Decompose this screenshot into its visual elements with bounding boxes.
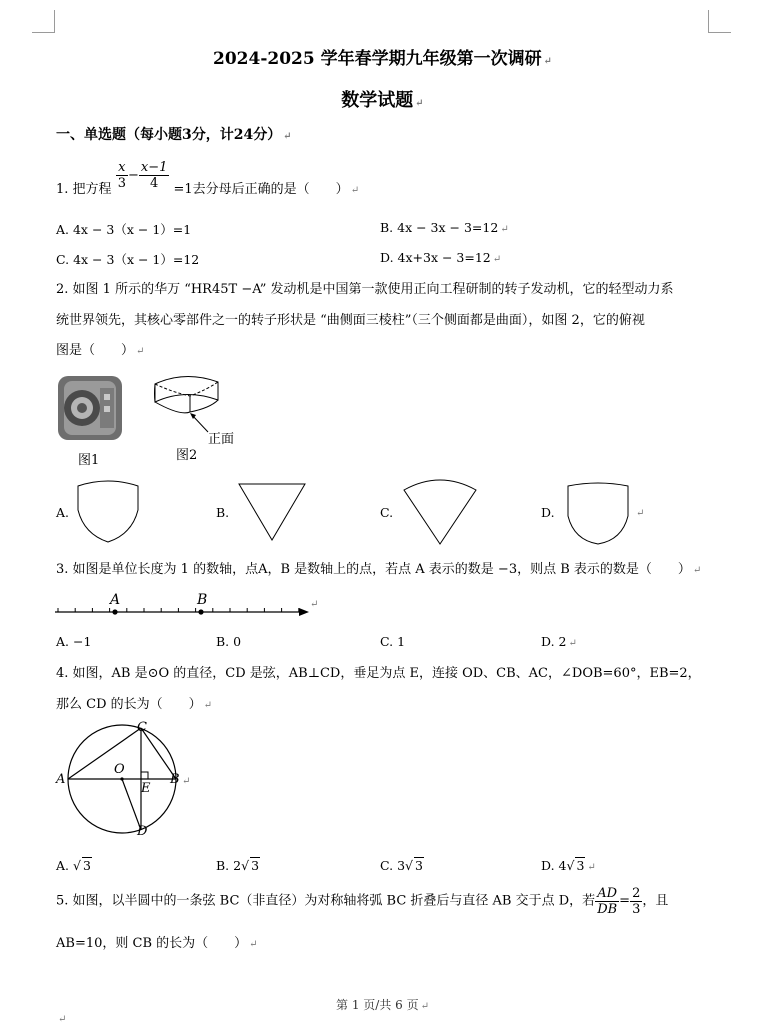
subtitle-text: 数学试题 — [341, 90, 414, 111]
q4-line-1: 4. 如图，AB 是⊙O 的直径，CD 是弦，AB⊥CD，垂足为点 E，连接 OD、CB、AC，∠DOB=60°，EB=2， — [56, 666, 701, 681]
q2-line-3-text: 图是（ ） — [56, 343, 135, 358]
q4-option-c-coef: 3 — [397, 858, 406, 873]
number-line-return: ↵ — [310, 599, 319, 610]
figure-1-label: 图1 — [78, 453, 100, 468]
q1-option-c[interactable]: C. 4x − 3（x − 1）=12 — [56, 252, 200, 267]
q4-option-b-radicand: 3 — [251, 858, 260, 873]
q1-fraction-1 — [116, 160, 128, 191]
final-return: ↵ — [58, 1014, 67, 1025]
q2-option-c[interactable]: C. — [380, 505, 394, 520]
q4-option-c-radicand: 3 — [415, 858, 423, 873]
q4-option-b-coef: 2 — [233, 858, 242, 873]
label-o: O — [114, 762, 125, 777]
label-b: B — [170, 772, 180, 787]
q3-option-d-text: D. 2 — [541, 634, 567, 649]
q1-option-d-text: D. 4x+3x − 3=12 — [380, 250, 491, 265]
q2-option-d[interactable]: D. — [541, 505, 555, 520]
corner-mark-top-left — [32, 10, 55, 33]
q1-minus: − — [127, 168, 139, 183]
q5-frac2-den: 3 — [632, 902, 641, 917]
q3-option-c[interactable]: C. 1 — [380, 634, 406, 649]
q2-line-3: 图是（ ） ↵ — [56, 343, 145, 358]
q4-option-d[interactable]: D. 4√ 3 ↵ — [541, 858, 596, 873]
q5-fraction-ad-db — [595, 886, 619, 917]
q4-option-d-radicand: 3 — [576, 858, 585, 873]
q5-line-2-text: AB=10，则 CB 的长为（ ） — [56, 936, 248, 951]
q1-frac1-num: x — [116, 160, 128, 176]
figure-return: ↵ — [182, 776, 191, 787]
engine-photo — [56, 372, 126, 444]
q1-option-b-text: B. 4x − 3x − 3=12 — [380, 220, 499, 235]
q2-option-d-return: ↵ — [636, 508, 645, 519]
q5-frac2-num: 2 — [632, 886, 641, 901]
q4-option-a[interactable]: A. √ 3 — [56, 858, 91, 873]
label-d: D — [137, 824, 148, 839]
q1-option-d[interactable]: D. 4x+3x − 3=12 ↵ — [380, 250, 502, 265]
section-heading: 一、单选题（每小题3分，计24分） ↵ — [56, 127, 292, 143]
q4-option-c[interactable]: C. 3√ 3 — [380, 858, 423, 873]
page-number: 第 1 页/共 6 页 — [336, 998, 419, 1012]
q5-fraction-2-3 — [630, 886, 642, 917]
q5-line-1 — [56, 886, 668, 917]
label-e: E — [141, 781, 151, 796]
q2-option-a[interactable]: A. — [56, 505, 70, 520]
q3-option-d[interactable]: D. 2 ↵ — [541, 634, 577, 649]
q1-frac2-num: x−1 — [140, 160, 168, 175]
page-footer: 第 1 页/共 6 页 ↵ — [336, 998, 429, 1012]
section-heading-text: 一、单选题（每小题3分，计24分） — [56, 127, 282, 143]
q5-line-1-pre: 5. 如图，以半圆中的一条弦 BC（非直径）为对称轴将弧 BC 折叠后与直径 AB 交于点 D，若 — [56, 893, 596, 909]
q4-option-a-prefix: A. — [56, 858, 70, 873]
shield-shape-d[interactable] — [566, 480, 630, 546]
front-label: 正面 — [208, 432, 235, 447]
q2-line-2: 统世界领先，其核心零部件之一的转子形状是 “曲侧面三棱柱”（三个侧面都是曲面），如图 2，它的俯视 — [56, 313, 645, 328]
q5-frac1-num: AD — [595, 886, 619, 902]
q4-line-2: 那么 CD 的长为（ ） ↵ — [56, 697, 213, 712]
triangle-shape-b[interactable] — [237, 482, 307, 542]
q4-line-2-text: 那么 CD 的长为（ ） — [56, 697, 202, 712]
q4-option-c-prefix: C. — [380, 858, 394, 873]
figure-2-label: 图2 — [176, 448, 198, 463]
q2-line-1: 2. 如图 1 所示的华万 “HR45T −A” 发动机是中国第一款使用正向工程研制的转子发动机，它的轻型动力系 — [56, 282, 674, 297]
question-1: 1. 把方程 $\frac{x}{3}$ − $\frac{x-1}{4}$ =1去分母后正确的是（ ） $_↵$ — [56, 160, 360, 197]
q4-option-a-radicand: 3 — [82, 858, 91, 873]
q3-option-a[interactable]: A. −1 — [56, 634, 92, 649]
q5-line-1-post: ，且 — [642, 893, 669, 909]
corner-mark-top-right — [708, 10, 731, 33]
number-line — [55, 592, 315, 628]
q1-frac2-den: 4 — [149, 176, 159, 191]
q1-option-b[interactable]: B. 4x − 3x − 3=12 ↵ — [380, 220, 509, 235]
q4-option-b[interactable]: B. 2√ 3 — [216, 858, 260, 873]
sector-shape-c[interactable] — [402, 478, 478, 546]
q5-eq: = — [619, 893, 631, 909]
q4-option-b-prefix: B. — [216, 858, 230, 873]
q1-frac1-den: 3 — [117, 176, 126, 191]
point-b-dot — [198, 609, 203, 614]
q5-frac1-den: DB — [597, 902, 618, 917]
q4-option-d-prefix: D. — [541, 858, 555, 873]
label-a: A — [56, 772, 66, 787]
q1-suffix: =1去分母后正确的是（ ） — [173, 182, 349, 197]
number-line-point-b-label: B — [197, 592, 208, 608]
point-a-dot — [112, 609, 117, 614]
q2-option-b[interactable]: B. — [216, 505, 230, 520]
q3-option-b[interactable]: B. 0 — [216, 634, 242, 649]
q3-text: 3. 如图是单位长度为 1 的数轴，点A，B 是数轴上的点，若点 A 表示的数是 −3，则点 B 表示的数是（ ） ↵ — [56, 562, 702, 577]
q3-text-content: 3. 如图是单位长度为 1 的数轴，点A，B 是数轴上的点，若点 A 表示的数是 −3，则点 B 表示的数是（ ） — [56, 562, 691, 577]
q4-option-d-coef: 4 — [558, 858, 567, 873]
q1-prefix: 1. 把方程 — [56, 182, 112, 197]
q5-line-2: AB=10，则 CB 的长为（ ） ↵ — [56, 936, 258, 951]
q1-fraction-2 — [139, 160, 170, 191]
number-line-point-a-label: A — [110, 592, 121, 608]
title-text: 2024-2025 学年春学期九年级第一次调研 — [213, 49, 542, 69]
label-c: C — [137, 720, 147, 735]
curved-prism-figure — [150, 370, 250, 430]
page-subtitle: 数学试题 ↵ — [341, 90, 424, 111]
shield-shape-a[interactable] — [76, 482, 140, 544]
page-title: 2024-2025 学年春学期九年级第一次调研 ↵ — [213, 49, 552, 69]
q1-option-a[interactable]: A. 4x − 3（x − 1）=1 — [56, 222, 192, 237]
